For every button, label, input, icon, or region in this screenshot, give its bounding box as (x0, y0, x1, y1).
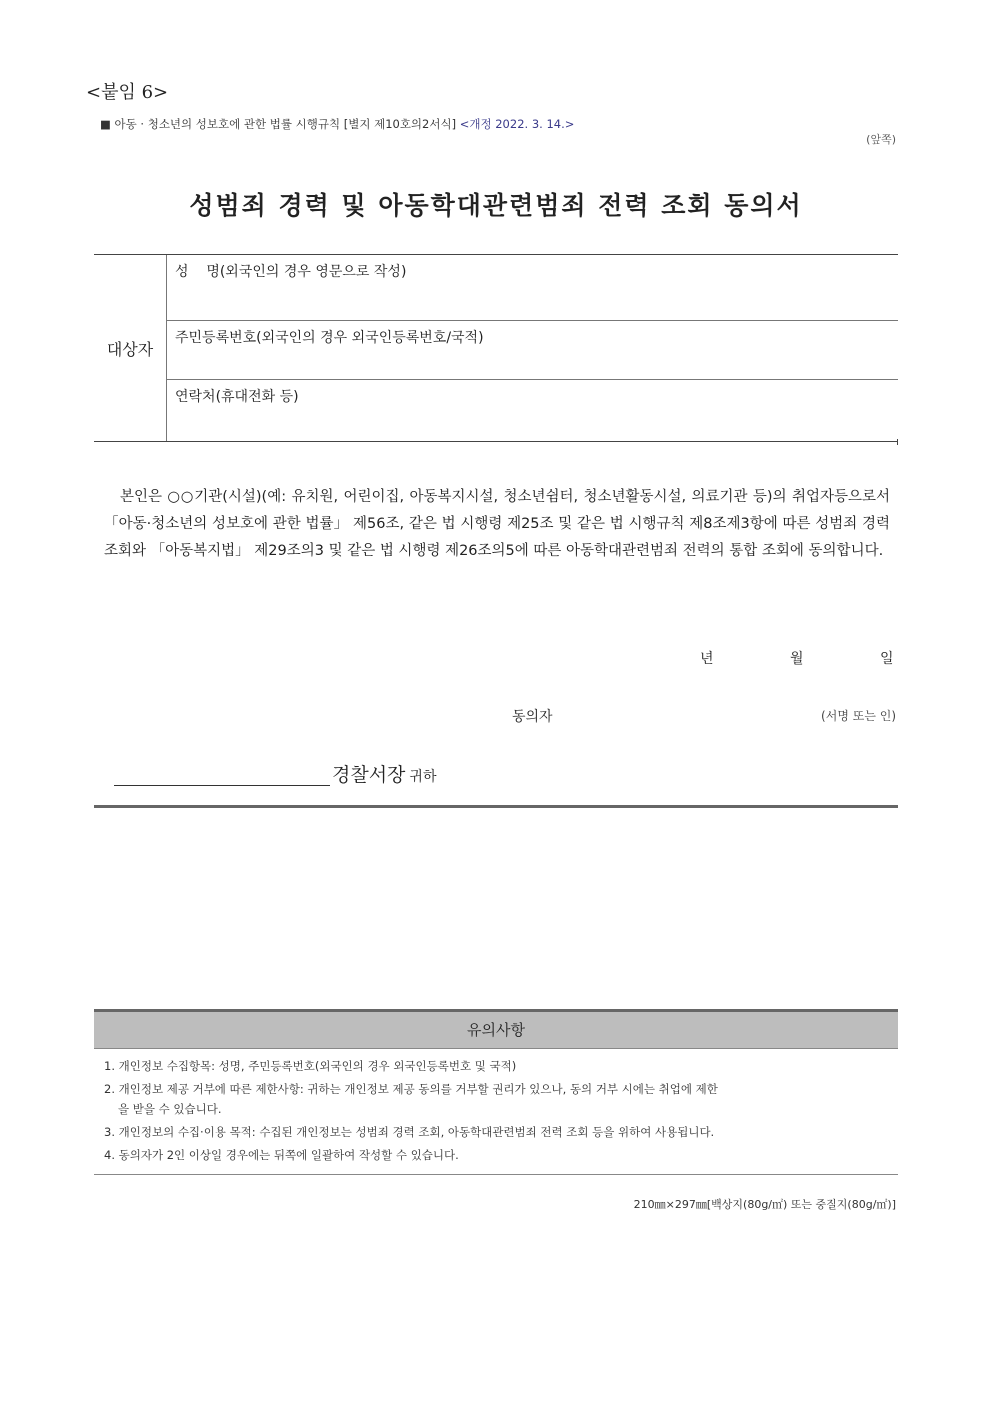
notes-list (94, 1049, 898, 1174)
note-item (104, 1122, 888, 1142)
recipient (332, 760, 436, 787)
name-field-label: 성 명(외국인의 경우 영문으로 작성) (175, 264, 407, 280)
note-text: 3. 개인정보의 수집·이용 목적: 수집된 개인정보는 성범죄 경력 조회, 아동학대관련범죄 전력 조회 등을 위하여 사용됩니다. (104, 1125, 715, 1139)
date-month-field[interactable]: 월 (790, 651, 804, 667)
signature-field[interactable]: (서명 또는 인) (821, 709, 896, 723)
police-station-label: 경찰서장 (332, 764, 406, 786)
resident-number-field-label: 주민등록번호(외국인의 경우 외국인등록번호/국적) (175, 330, 484, 346)
paper-spec: 210㎜×297㎜[백상지(80g/㎡) 또는 중질지(80g/㎡)] (633, 1198, 896, 1211)
police-station-blank[interactable] (114, 785, 330, 786)
name-field[interactable] (167, 255, 898, 321)
date-day-field[interactable]: 일 (880, 651, 894, 667)
table-corner-tick (897, 439, 898, 445)
note-item (104, 1079, 888, 1119)
page-title: 성범죄 경력 및 아동학대관련범죄 전력 조회 동의서 (189, 191, 803, 220)
legal-basis-text: ■ 아동 · 청소년의 성보호에 관한 법률 시행규칙 [별지 제10호의2서식] (100, 117, 457, 131)
page-side-label: (앞쪽) (866, 133, 896, 146)
note-text: 2. 개인정보 제공 거부에 따른 제한사항: 귀하는 개인정보 제공 동의를 거부할 권리가 있으나, 동의 거부 시에는 취업에 제한 (104, 1082, 718, 1096)
section-divider (94, 805, 898, 808)
attachment-label: <붙임 6> (86, 82, 169, 103)
contact-field[interactable] (167, 380, 898, 441)
note-text-continued: 을 받을 수 있습니다. (118, 1102, 222, 1116)
date-year-field[interactable]: 년 (700, 651, 714, 667)
note-text: 1. 개인정보 수집항목: 성명, 주민등록번호(외국인의 경우 외국인등록번호 및 국적) (104, 1059, 517, 1073)
subject-table (94, 254, 898, 442)
legal-basis (100, 116, 574, 132)
notes-header: 유의사항 (94, 1012, 898, 1049)
recipient-suffix: 귀하 (409, 769, 437, 785)
subject-label: 대상자 (94, 255, 167, 441)
consenter-label: 동의자 (512, 709, 553, 725)
notes-section (94, 1009, 898, 1175)
note-text: 4. 동의자가 2인 이상일 경우에는 뒤쪽에 일괄하여 작성할 수 있습니다. (104, 1148, 459, 1162)
amendment-date: <개정 2022. 3. 14.> (459, 117, 575, 131)
note-item (104, 1145, 888, 1165)
note-item (104, 1056, 888, 1076)
resident-number-field[interactable] (167, 321, 898, 380)
contact-field-label: 연락처(휴대전화 등) (175, 389, 299, 405)
consent-statement: 본인은 ○○기관(시설)(예: 유치원, 어린이집, 아동복지시설, 청소년쉼터, 청소년활동시설, 의료기관 등)의 취업자등으로서 「아동·청소년의 성보호에 관한 법률」 제56조, 같은 법 시행령 제25조 및 같은 법 시행규칙 제8조제3항에 따른 성범죄 경력 조회와 「아동복지법」 제29조의3 및 같은 법 시행령 제26조의5에 따른 아동학대관련범죄 전력의 통합 조회에 동의합니다. (104, 489, 890, 559)
